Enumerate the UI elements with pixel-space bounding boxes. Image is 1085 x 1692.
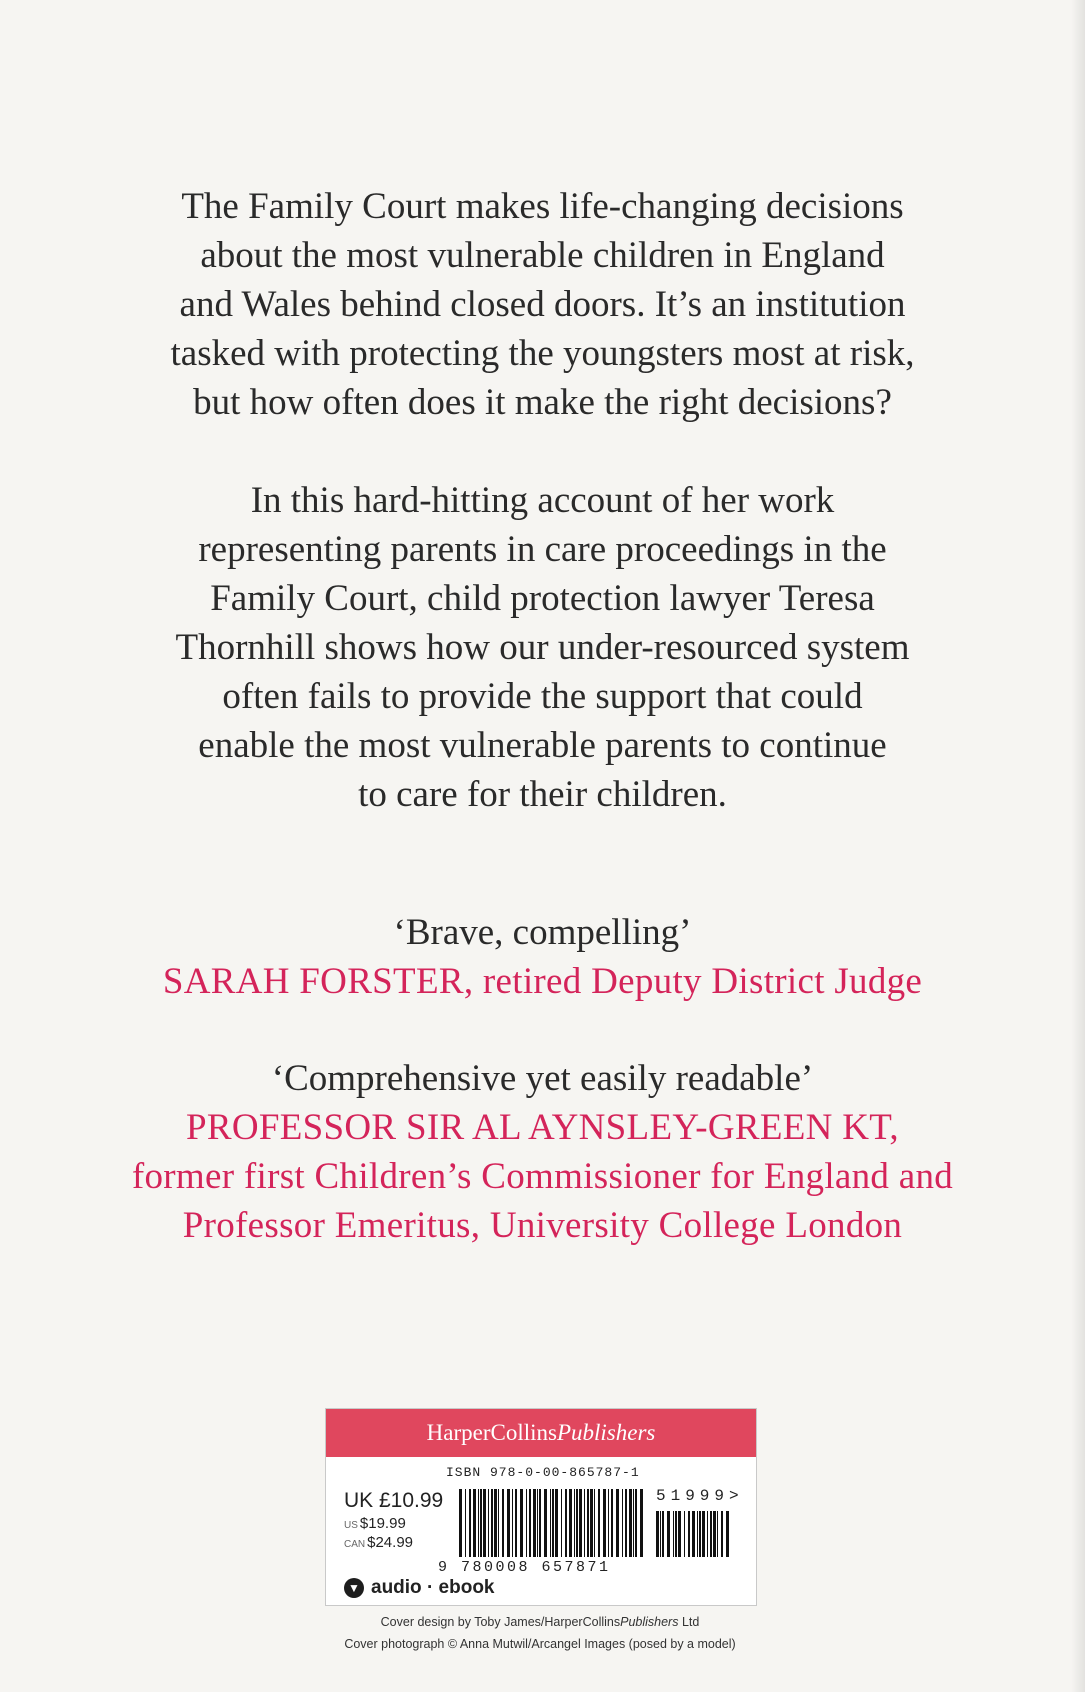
blurb-line: In this hard-hitting account of her work: [250, 480, 835, 521]
price-can: CAN $24.99: [344, 1534, 414, 1551]
price-uk: UK £10.99: [344, 1489, 444, 1512]
publisher-name: HarperCollins: [426, 1420, 557, 1445]
publisher-name-italic: Publishers: [556, 1420, 656, 1445]
barcode-digits: 9 780008 657871: [438, 1559, 611, 1576]
page-edge-shadow: [1071, 0, 1085, 1692]
blurb-line: Thornhill shows how our under-resourced system: [175, 627, 910, 668]
quote-attribution: former first Children’s Commissioner for England and: [131, 1156, 954, 1197]
blurb-line: but how often does it make the right decisions?: [193, 382, 892, 423]
barcode-icon: [459, 1489, 644, 1557]
publisher-logo: [326, 1409, 756, 1457]
price-addon-code: 51999>: [656, 1487, 744, 1505]
quote-attribution: PROFESSOR SIR AL AYNSLEY-GREEN KT,: [186, 1107, 899, 1148]
cover-design-credit: Cover design by Toby James/HarperCollinsPublishers Ltd: [380, 1615, 700, 1629]
blurb-paragraph-2: [80, 476, 1005, 819]
blurb-line: and Wales behind closed doors. It’s an institution: [179, 284, 906, 325]
blurb-line: The Family Court makes life-changing decisions: [181, 186, 904, 227]
quote-text: ‘Comprehensive yet easily readable’: [271, 1058, 814, 1099]
isbn-number: ISBN 978-0-00-865787-1: [446, 1465, 640, 1480]
blurb-line: Family Court, child protection lawyer Teresa: [210, 578, 875, 619]
barcode-panel: [325, 1408, 757, 1606]
price-us: US $19.99: [344, 1515, 406, 1532]
formats-badge: [344, 1577, 495, 1599]
review-quote-1: [60, 908, 1025, 1006]
blurb-line: enable the most vulnerable parents to continue: [198, 725, 887, 766]
addon-barcode-icon: [656, 1511, 731, 1557]
quote-text: ‘Brave, compelling’: [393, 912, 692, 953]
cover-photo-credit: Cover photograph © Anna Mutwil/Arcangel Images (posed by a model): [344, 1637, 736, 1651]
review-quote-2: [60, 1054, 1025, 1250]
price-list: [344, 1489, 443, 1551]
formats-label: audio · ebook: [371, 1577, 495, 1598]
blurb-line: tasked with protecting the youngsters most at risk,: [170, 333, 915, 374]
blurb-line: about the most vulnerable children in England: [200, 235, 885, 276]
blurb-line: often fails to provide the support that could: [222, 676, 863, 717]
blurb-paragraph-1: [80, 182, 1005, 427]
quote-attribution: Professor Emeritus, University College London: [182, 1205, 903, 1246]
blurb-line: to care for their children.: [358, 774, 727, 815]
blurb-line: representing parents in care proceedings in the: [198, 529, 887, 570]
download-icon: ▼: [344, 1578, 364, 1598]
quote-attribution: SARAH FORSTER, retired Deputy District Judge: [162, 961, 923, 1002]
